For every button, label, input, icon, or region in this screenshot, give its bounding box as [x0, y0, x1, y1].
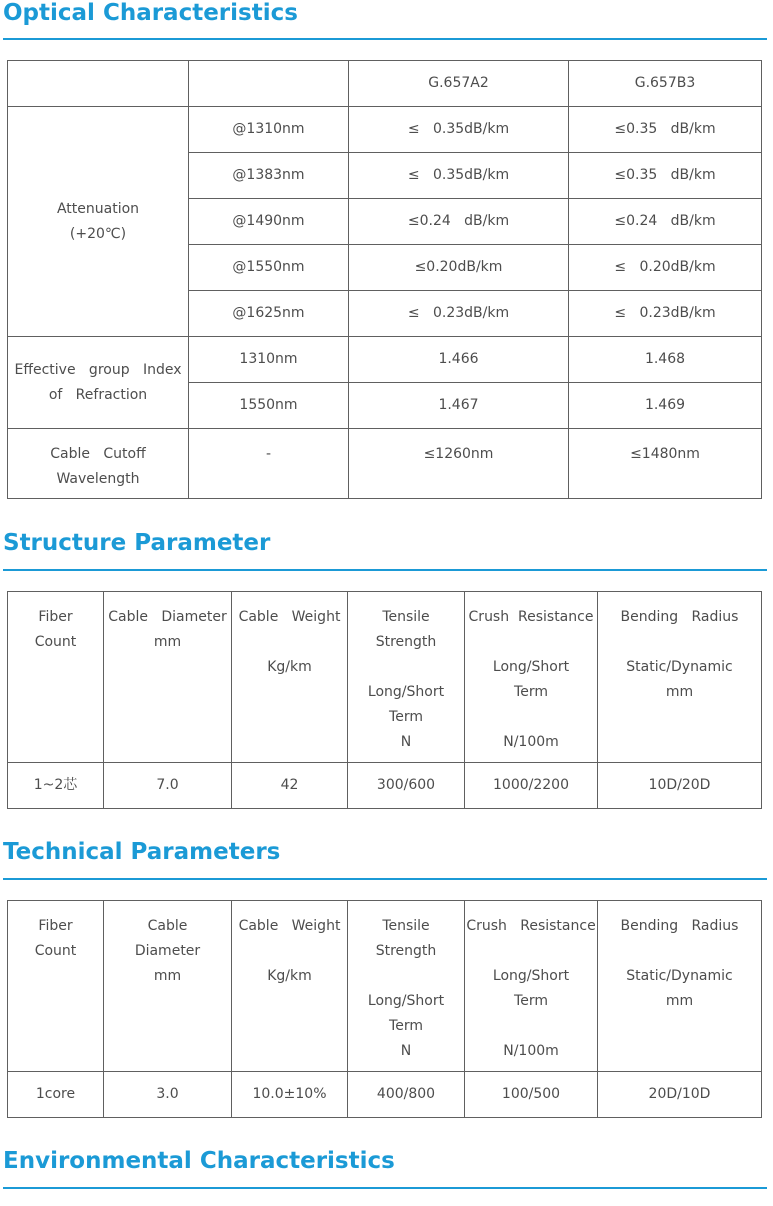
cell-cable-diameter: 3.0	[104, 1072, 232, 1118]
cell-crush-resistance: 1000/2200	[465, 763, 598, 809]
cutoff-label: Cable Cutoff Wavelength	[8, 429, 189, 499]
cell-tensile-strength: 300/600	[348, 763, 465, 809]
header-cable-diameter: Cable Diameter mm	[104, 592, 232, 763]
table-row	[8, 107, 762, 153]
structure-parameter-table	[7, 591, 762, 809]
header-tensile-strength: Tensile Strength Long/Short Term N	[348, 592, 465, 763]
wavelength-cell: @1550nm	[189, 245, 349, 291]
header-cell-g657b3: G.657B3	[569, 61, 762, 107]
wavelength-cell: -	[189, 429, 349, 499]
header-cell	[8, 61, 189, 107]
refraction-label: Effective group Index of Refraction	[8, 337, 189, 429]
value-cell: ≤1480nm	[569, 429, 762, 499]
wavelength-cell: 1550nm	[189, 383, 349, 429]
header-crush-resistance: Crush Resistance Long/Short Term N/100m	[465, 901, 598, 1072]
value-cell: 1.466	[349, 337, 569, 383]
header-fiber-count: Fiber Count	[8, 592, 104, 763]
header-cell	[189, 61, 349, 107]
value-cell: ≤0.24 dB/km	[349, 199, 569, 245]
header-cable-weight: Cable Weight Kg/km	[232, 592, 348, 763]
header-tensile-strength: Tensile Strength Long/Short Term N	[348, 901, 465, 1072]
value-cell: ≤ 0.35dB/km	[349, 107, 569, 153]
value-cell: ≤0.24 dB/km	[569, 199, 762, 245]
header-fiber-count: Fiber Count	[8, 901, 104, 1072]
section-divider	[3, 38, 767, 40]
section-divider	[3, 878, 767, 880]
table-header-row	[8, 61, 762, 107]
cell-bending-radius: 20D/10D	[598, 1072, 762, 1118]
value-cell: 1.467	[349, 383, 569, 429]
cell-cable-weight: 10.0±10%	[232, 1072, 348, 1118]
wavelength-cell: @1310nm	[189, 107, 349, 153]
table-header-row	[8, 592, 762, 763]
cell-cable-diameter: 7.0	[104, 763, 232, 809]
technical-parameters-table	[7, 900, 762, 1118]
cell-tensile-strength: 400/800	[348, 1072, 465, 1118]
value-cell: ≤0.20dB/km	[349, 245, 569, 291]
value-cell: 1.469	[569, 383, 762, 429]
header-cable-diameter: Cable Diameter mm	[104, 901, 232, 1072]
wavelength-cell: 1310nm	[189, 337, 349, 383]
wavelength-cell: @1383nm	[189, 153, 349, 199]
table-row	[8, 429, 762, 499]
cell-bending-radius: 10D/20D	[598, 763, 762, 809]
value-cell: ≤0.35 dB/km	[569, 153, 762, 199]
header-bending-radius: Bending Radius Static/Dynamic mm	[598, 901, 762, 1072]
value-cell: 1.468	[569, 337, 762, 383]
section-title-structure: Structure Parameter	[3, 530, 271, 556]
cell-cable-weight: 42	[232, 763, 348, 809]
section-divider	[3, 569, 767, 571]
section-divider	[3, 1187, 767, 1189]
cell-fiber-count: 1core	[8, 1072, 104, 1118]
value-cell: ≤0.35 dB/km	[569, 107, 762, 153]
header-cable-weight: Cable Weight Kg/km	[232, 901, 348, 1072]
cell-fiber-count: 1~2芯	[8, 763, 104, 809]
section-title-optical: Optical Characteristics	[3, 0, 298, 26]
section-title-technical: Technical Parameters	[3, 839, 281, 865]
table-row	[8, 337, 762, 383]
attenuation-label: Attenuation (+20℃)	[8, 107, 189, 337]
value-cell: ≤1260nm	[349, 429, 569, 499]
section-title-environmental: Environmental Characteristics	[3, 1148, 395, 1174]
optical-characteristics-table	[7, 60, 762, 499]
value-cell: ≤ 0.35dB/km	[349, 153, 569, 199]
header-cell-g657a2: G.657A2	[349, 61, 569, 107]
header-crush-resistance: Crush Resistance Long/Short Term N/100m	[465, 592, 598, 763]
table-header-row	[8, 901, 762, 1072]
cell-crush-resistance: 100/500	[465, 1072, 598, 1118]
table-row	[8, 763, 762, 809]
value-cell: ≤ 0.23dB/km	[569, 291, 762, 337]
value-cell: ≤ 0.20dB/km	[569, 245, 762, 291]
wavelength-cell: @1490nm	[189, 199, 349, 245]
wavelength-cell: @1625nm	[189, 291, 349, 337]
table-row	[8, 1072, 762, 1118]
header-bending-radius: Bending Radius Static/Dynamic mm	[598, 592, 762, 763]
value-cell: ≤ 0.23dB/km	[349, 291, 569, 337]
